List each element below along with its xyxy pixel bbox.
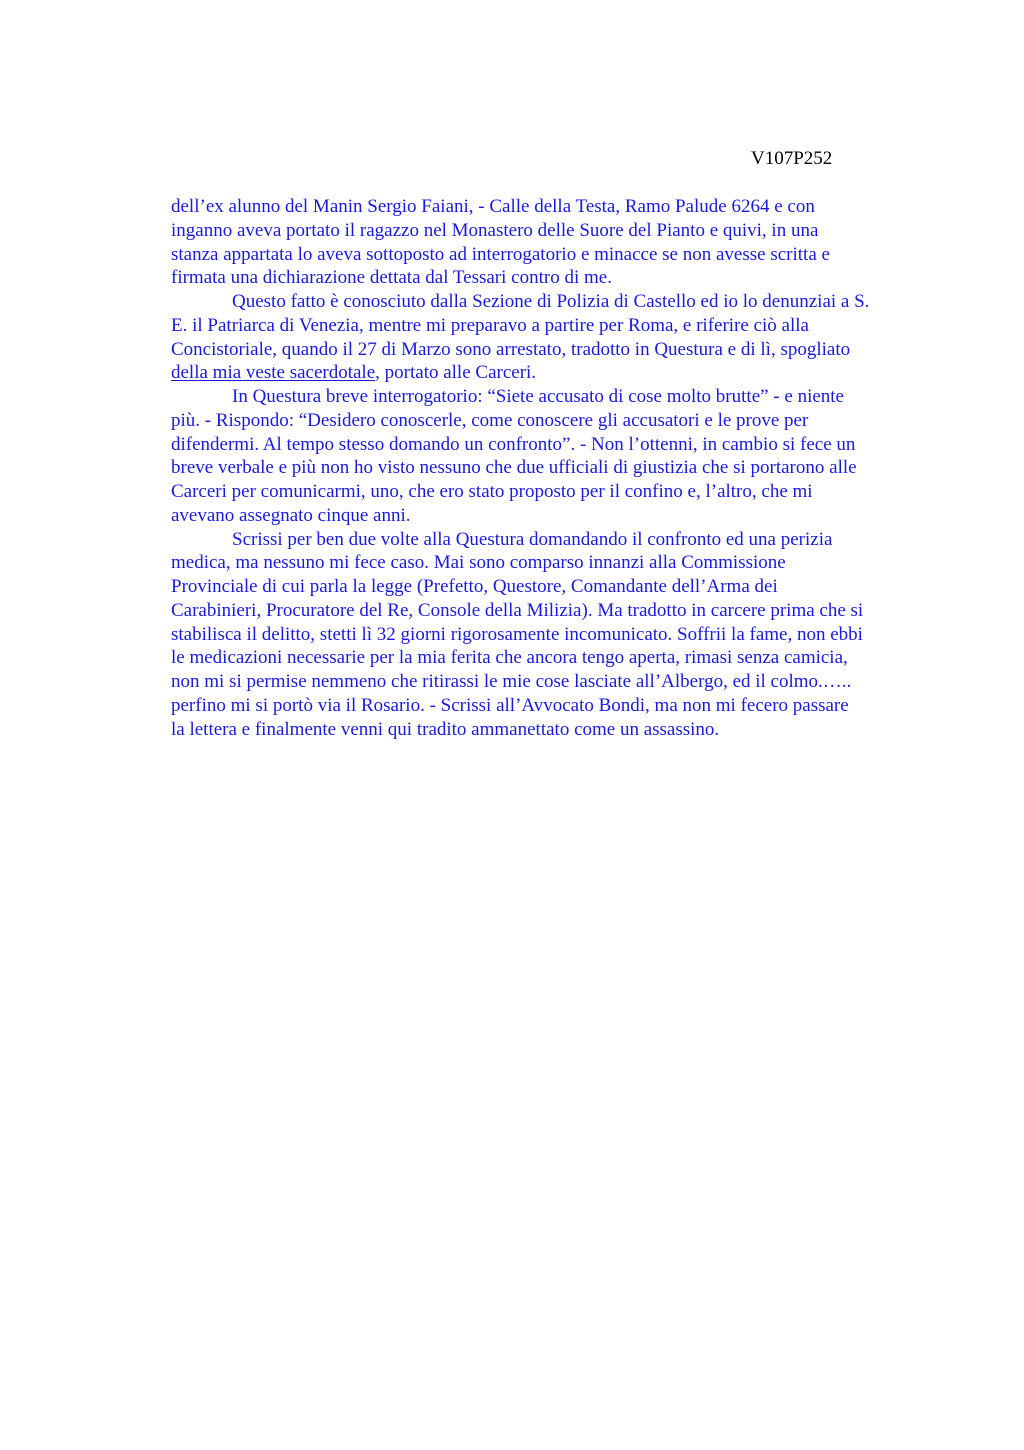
text-line: Provinciale di cui parla la legge (Prefetto, Questore, Comandante dell’Arma dei	[171, 576, 778, 597]
text-line: Concistoriale, quando il 27 di Marzo sono arrestato, tradotto in Questura e di lì, spogliato	[171, 338, 851, 360]
line-continuation: , portato alle Carceri.	[375, 362, 537, 384]
text-line: Questo fatto è conosciuto dalla Sezione di Polizia di Castello ed io lo denunziai a S.	[232, 291, 870, 312]
text-line: Carabinieri, Procuratore del Re, Console della Milizia). Ma tradotto in carcere prima che si	[171, 599, 864, 621]
text-line: la lettera e finalmente venni qui tradito ammanettato come un assassino.	[171, 718, 720, 740]
underlined-phrase: della mia veste sacerdotale	[171, 362, 376, 384]
text-line: avevano assegnato cinque anni.	[171, 504, 411, 526]
paragraph-4	[171, 528, 931, 742]
page-identifier: V107P252	[751, 148, 833, 169]
text-line: dell’ex alunno del Manin Sergio Faiani, - Calle della Testa, Ramo Palude 6264 e con	[171, 196, 815, 217]
text-line: Carceri per comunicarmi, uno, che ero stato proposto per il confino e, l’altro, che mi	[171, 481, 813, 502]
text-line: Scrissi per ben due volte alla Questura domandando il confronto ed una perizia	[232, 528, 833, 550]
text-line: perfino mi si portò via il Rosario. - Scrissi all’Avvocato Bondi, ma non mi fecero passare	[171, 694, 849, 716]
paragraph-1	[171, 195, 931, 290]
text-line: In Questura breve interrogatorio: “Siete accusato di cose molto brutte” - e niente	[232, 386, 844, 407]
text-line: più. - Rispondo: “Desidero conoscerle, come conoscere gli accusatori e le prove per	[171, 409, 809, 431]
text-line: breve verbale e più non ho visto nessuno che due ufficiali di giustizia che si portarono alle	[171, 457, 857, 479]
text-line: inganno aveva portato il ragazzo nel Monastero delle Suore del Pianto e quivi, in una	[171, 219, 819, 241]
text-line: difendermi. Al tempo stesso domando un confronto”. - Non l’ottenni, in cambio si fece un	[171, 433, 856, 455]
document-body	[171, 195, 931, 741]
paragraph-3	[171, 385, 931, 528]
text-line	[171, 361, 931, 385]
text-line: non mi si permise nemmeno che ritirassi le mie cose lasciate all’Albergo, ed il colmo.…..	[171, 671, 852, 692]
text-line: stanza appartata lo aveva sottoposto ad interrogatorio e minacce se non avesse scritta e	[171, 243, 830, 265]
paragraph-2	[171, 290, 931, 385]
text-line: medica, ma nessuno mi fece caso. Mai sono comparso innanzi alla Commissione	[171, 552, 786, 574]
text-line: firmata una dichiarazione dettata dal Tessari contro di me.	[171, 267, 612, 289]
text-line: stabilisca il delitto, stetti lì 32 giorni rigorosamente incomunicato. Soffrii la fame, non ebbi	[171, 623, 863, 645]
text-line: le medicazioni necessarie per la mia ferita che ancora tengo aperta, rimasi senza camicia,	[171, 647, 848, 669]
text-line: E. il Patriarca di Venezia, mentre mi preparavo a partire per Roma, e riferire ciò alla	[171, 314, 809, 336]
